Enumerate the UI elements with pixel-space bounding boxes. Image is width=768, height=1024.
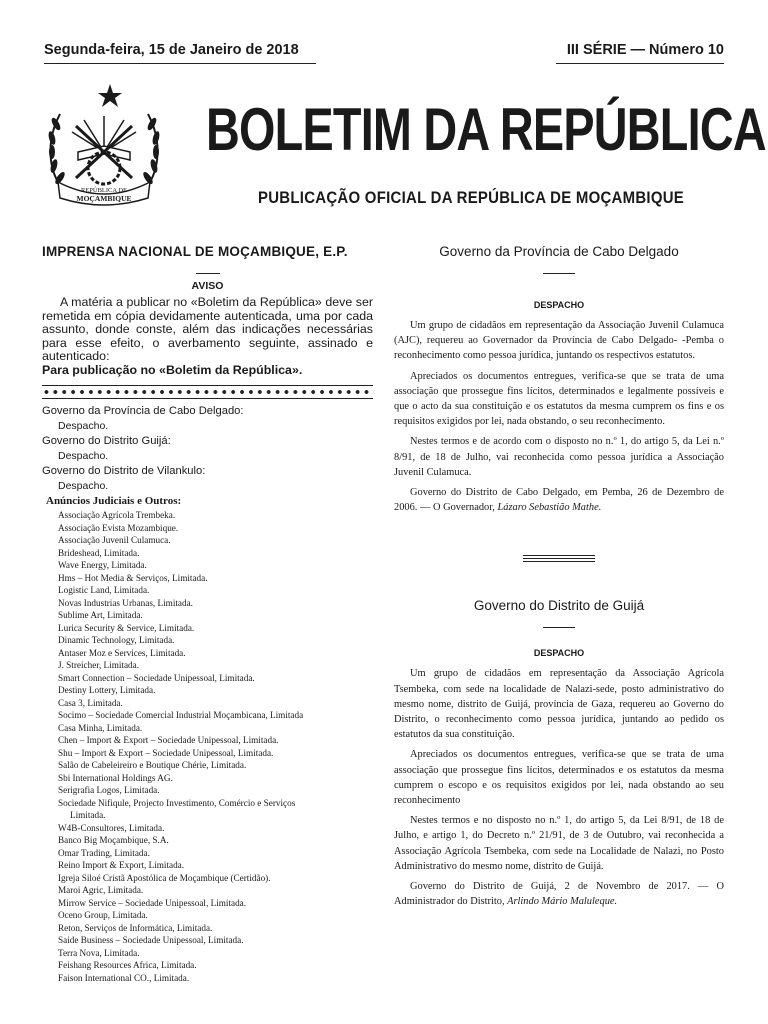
emblem-text-bottom: MOÇAMBIQUE: [76, 194, 132, 203]
dotted-separator: [42, 385, 373, 399]
list-item: Novas Industrias Urbanas, Limitada.: [58, 597, 193, 608]
list-item: Reton, Serviços de Informática, Limitada.: [58, 922, 213, 933]
section-title: Governo do Distrito de Guijá: [473, 598, 645, 614]
list-item: Antaser Moz e Services, Limitada.: [58, 647, 186, 658]
list-item: Destiny Lottery, Limitada.: [58, 685, 156, 695]
list-item: Associação Agrícola Trembeka.: [58, 510, 176, 520]
list-item: Shu – Import & Export – Sociedade Unipessoal, Limitada.: [58, 747, 274, 758]
list-item: Feishang Resources Africa, Limitada.: [58, 960, 197, 970]
signature-text: Governo do Distrito de Guijá, 2 de Novembro de 2017. — O Administrador do Distrito,: [394, 881, 724, 908]
paragraph: Apreciados os documentos entregues, verifica-se que se trata de uma associação que prossegue fins lícitos, determinados e legalmente possíveis e que o acto da sua constituição e os estatutos da mesma cumprem os fins e os requisitos exigidos por lei, nada obstando, o seu reconhecimento.: [394, 370, 724, 428]
list-item: Saide Business – Sociedade Unipessoal, Limitada.: [58, 935, 244, 945]
paragraph: Nestes termos e de acordo com o disposto no n.º 1, do artigo 5, da Lei n.º 8/91, de 18 de Julho, vai reconhecida como pessoa jurídica a Associação Juvenil Culamuca.: [394, 436, 724, 478]
despacho-heading: DESPACHO: [533, 648, 585, 659]
signature-paragraph: [394, 485, 724, 515]
list-item: Associação Juvenil Culamuca.: [58, 535, 171, 545]
table-of-contents: [42, 404, 373, 494]
toc-gov-item: Governo da Província de Cabo Delgado:: [42, 405, 244, 417]
list-item: Faison International CO., Limitada.: [58, 972, 190, 983]
list-item: Wave Energy, Limitada.: [58, 560, 147, 570]
header-rule-left: [44, 63, 316, 64]
list-item: Dinamic Technology, Limitada.: [58, 635, 175, 645]
aviso-rule: [196, 273, 220, 274]
paragraph: Um grupo de cidadãos em representação da Associação Agrícola Tsembeka, com sede na localidade de Nalazi-sede, posto administrativo do mesmo nome, distrito de Guijá, província de Gaza, requereu ao Governo do Distrito, o reconhecimento como pessoa jurídica, juntando ao pedido os estatutos da sua constituição.: [394, 668, 724, 741]
section-rule: [543, 627, 575, 628]
section-rule: [543, 273, 575, 274]
list-item: Mirrow Service – Sociedade Unipessoal, Limitada.: [58, 897, 247, 908]
signature-paragraph: [394, 879, 724, 909]
anuncios-title: Anúncios Judiciais e Outros:: [46, 495, 182, 507]
section-separator: [523, 555, 595, 562]
list-item: Associação Evista Mozambique.: [58, 522, 179, 533]
aviso-body: A matéria a publicar no «Boletim da República» deve ser remetida em cópia devidamente autenticada, uma por cada assunto, donde conste, além das indicações necessárias para esse efeito, o averbamento seguinte, assinado e autenticado:: [42, 295, 373, 363]
toc-gov-item: Governo do Distrito de Vilankulo:: [42, 465, 206, 477]
emblem-text-top: REPÚBLICA DE: [80, 187, 128, 194]
toc-sub-item: Despacho.: [58, 480, 109, 492]
list-item: Salão de Cabeleireiro e Boutique Chérie, Limitada.: [58, 760, 247, 770]
toc-gov-item: Governo do Distrito Guijá:: [42, 435, 171, 447]
list-item: J. Streicher, Limitada.: [58, 660, 140, 670]
paragraph: Um grupo de cidadãos em representação da Associação Juvenil Culamuca (AJC), requereu ao Governador da Província de Cabo Delgado- -Pemba o reconhecimento como pessoa jurídica, juntando os respectivos estatutos.: [394, 320, 724, 362]
paragraph: Nestes termos e no disposto no n.º 1, do artigo 5, da Lei 8/91, de 18 de Julho, e artigo 1, do Decreto n.º 21/91, de 3 de Outubro, vai reconhecida a Associação Agrícola Tsembeka, com sede na Localidade de Nalazi, no Posto Administrativo do mesmo nome, distrito de Guijá.: [394, 815, 724, 872]
issue-date: Segunda-feira, 15 de Janeiro de 2018: [44, 42, 299, 58]
list-item: Chen – Import & Export – Sociedade Unipessoal, Limitada.: [58, 735, 279, 745]
list-item: Sociedade Nifiqule, Projecto Investimento, Comércio e Serviços: [58, 797, 296, 808]
list-item: Smart Connection – Sociedade Unipessoal, Limitada.: [58, 672, 255, 683]
masthead-subtitle: PUBLICAÇÃO OFICIAL DA REPÚBLICA DE MOÇAMBIQUE: [258, 188, 685, 207]
list-item: Reino Import & Export, Limitada.: [58, 860, 185, 870]
aviso-bold-line: Para publicação no «Boletim da República».: [42, 362, 303, 377]
emblem-icon: [44, 80, 164, 210]
mozambique-emblem: [44, 80, 164, 210]
list-item: Brideshead, Limitada.: [58, 547, 140, 558]
list-item: Maroi Agric, Limitada.: [58, 885, 144, 895]
issue-series: III SÉRIE — Número 10: [566, 42, 724, 58]
right-column: [394, 244, 724, 909]
section-cabo-delgado: [394, 244, 724, 515]
list-item: Casa 3, Limitada.: [58, 697, 123, 708]
list-item: Limitada.: [70, 810, 106, 820]
aviso-title: AVISO: [191, 280, 224, 292]
printer-name: IMPRENSA NACIONAL DE MOÇAMBIQUE, E.P.: [42, 244, 348, 259]
list-item: Sbi International Holdings AG.: [58, 772, 173, 783]
list-item: Banco Big Moçambique, S.A.: [58, 835, 169, 845]
anuncios-list: [42, 509, 373, 984]
signature-text: Governo do Distrito de Cabo Delgado, em Pemba, 26 de Dezembro de 2006. — O Governador,: [394, 487, 724, 514]
paragraph: Apreciados os documentos entregues, verifica-se que se trata de uma associação que prossegue fins lícitos, determinados e os estatutos da mesma cumprem o escopo e os requisitos exigidos por lei, nada obstando ao seu reconhecimento: [394, 749, 724, 807]
list-item: Omar Trading, Limitada.: [58, 847, 150, 858]
section-guija: [394, 598, 724, 909]
masthead-title: BOLETIM DA REPÚBLICA: [206, 96, 766, 163]
toc-sub-item: Despacho.: [58, 420, 109, 432]
list-item: Socimo – Sociedade Comercial Industrial Moçambicana, Limitada: [58, 710, 304, 720]
toc-sub-item: Despacho.: [58, 450, 109, 462]
list-item: Oceno Group, Limitada.: [58, 910, 148, 920]
list-item: Sublime Art, Limitada.: [58, 610, 143, 620]
despacho-heading: DESPACHO: [533, 300, 585, 310]
signature-name: Arlindo Mário Maluleque.: [507, 896, 618, 908]
list-item: W4B-Consultores, Limitada.: [58, 822, 165, 833]
list-item: Lurica Security & Service, Limitada.: [58, 622, 195, 633]
left-column: [42, 244, 373, 984]
list-item: Hms – Hot Media & Serviços, Limitada.: [58, 572, 208, 583]
header-rule-right: [556, 63, 724, 64]
list-item: Igreja Siloé Cristã Apostólica de Moçambique (Certidão).: [58, 872, 271, 883]
list-item: Logistic Land, Limitada.: [58, 585, 150, 595]
list-item: Terra Nova, Limitada.: [58, 947, 140, 958]
signature-name: Lázaro Sebastião Mathe.: [497, 502, 602, 514]
section-title: Governo da Província de Cabo Delgado: [439, 244, 679, 259]
list-item: Serigrafia Logos, Limitada.: [58, 785, 160, 795]
list-item: Casa Minha, Limitada.: [58, 722, 143, 733]
